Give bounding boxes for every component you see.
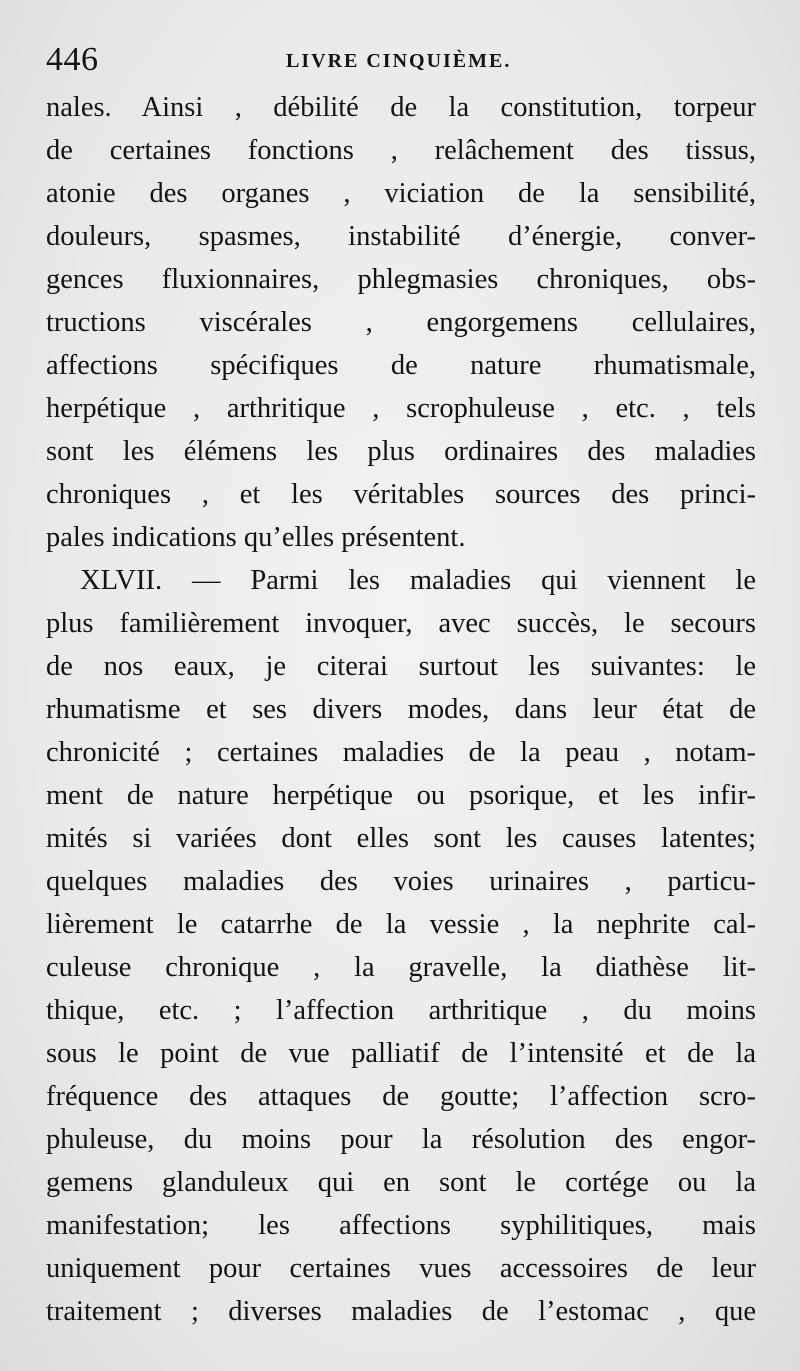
text-line: phuleuse, du moins pour la résolution des engor- <box>46 1124 756 1155</box>
running-head: LIVRE CINQUIÈME. <box>286 50 512 72</box>
section-heading-line: XLVII. — Parmi les maladies qui viennent le <box>80 565 756 596</box>
text-line: affections spécifiques de nature rhumatismale, <box>46 350 756 381</box>
text-line: herpétique , arthritique , scrophuleuse , etc. , tels <box>46 393 756 424</box>
text-line: manifestation; les affections syphilitiques, mais <box>46 1210 756 1241</box>
text-line: sont les élémens les plus ordinaires des maladies <box>46 436 756 467</box>
text-line: chroniques , et les véritables sources des princi- <box>46 479 756 510</box>
text-line: fréquence des attaques de goutte; l’affection scro- <box>46 1081 756 1112</box>
text-line: gemens glanduleux qui en sont le cortége ou la <box>46 1167 756 1198</box>
body-text <box>46 86 756 1333</box>
text-line: thique, etc. ; l’affection arthritique , du moins <box>46 995 756 1026</box>
text-line: gences fluxionnaires, phlegmasies chroniques, obs- <box>46 264 756 295</box>
text-line: nales. Ainsi , débilité de la constitution, torpeur <box>46 92 756 123</box>
text-line: douleurs, spasmes, instabilité d’énergie, conver- <box>46 221 756 252</box>
text-line: plus familièrement invoquer, avec succès, le secours <box>46 608 756 639</box>
text-line: traitement ; diverses maladies de l’estomac , que <box>46 1296 756 1327</box>
text-line: atonie des organes , viciation de la sensibilité, <box>46 178 756 209</box>
text-line: pales indications qu’elles présentent. <box>46 522 466 553</box>
text-line: de nos eaux, je citerai surtout les suivantes: le <box>46 651 756 682</box>
page-header <box>46 40 756 80</box>
text-line: de certaines fonctions , relâchement des tissus, <box>46 135 756 166</box>
text-line: rhumatisme et ses divers modes, dans leur état de <box>46 694 756 725</box>
text-line: ment de nature herpétique ou psorique, et les infir- <box>46 780 756 811</box>
text-line: mités si variées dont elles sont les causes latentes; <box>46 823 756 854</box>
text-line: lièrement le catarrhe de la vessie , la nephrite cal- <box>46 909 756 940</box>
text-line: chronicité ; certaines maladies de la peau , notam- <box>46 737 756 768</box>
text-line: uniquement pour certaines vues accessoires de leur <box>46 1253 756 1284</box>
text-line: sous le point de vue palliatif de l’intensité et de la <box>46 1038 756 1069</box>
text-line: tructions viscérales , engorgemens cellulaires, <box>46 307 756 338</box>
page-number: 446 <box>46 41 99 78</box>
text-line: culeuse chronique , la gravelle, la diathèse lit- <box>46 952 756 983</box>
text-line: quelques maladies des voies urinaires , particu- <box>46 866 756 897</box>
